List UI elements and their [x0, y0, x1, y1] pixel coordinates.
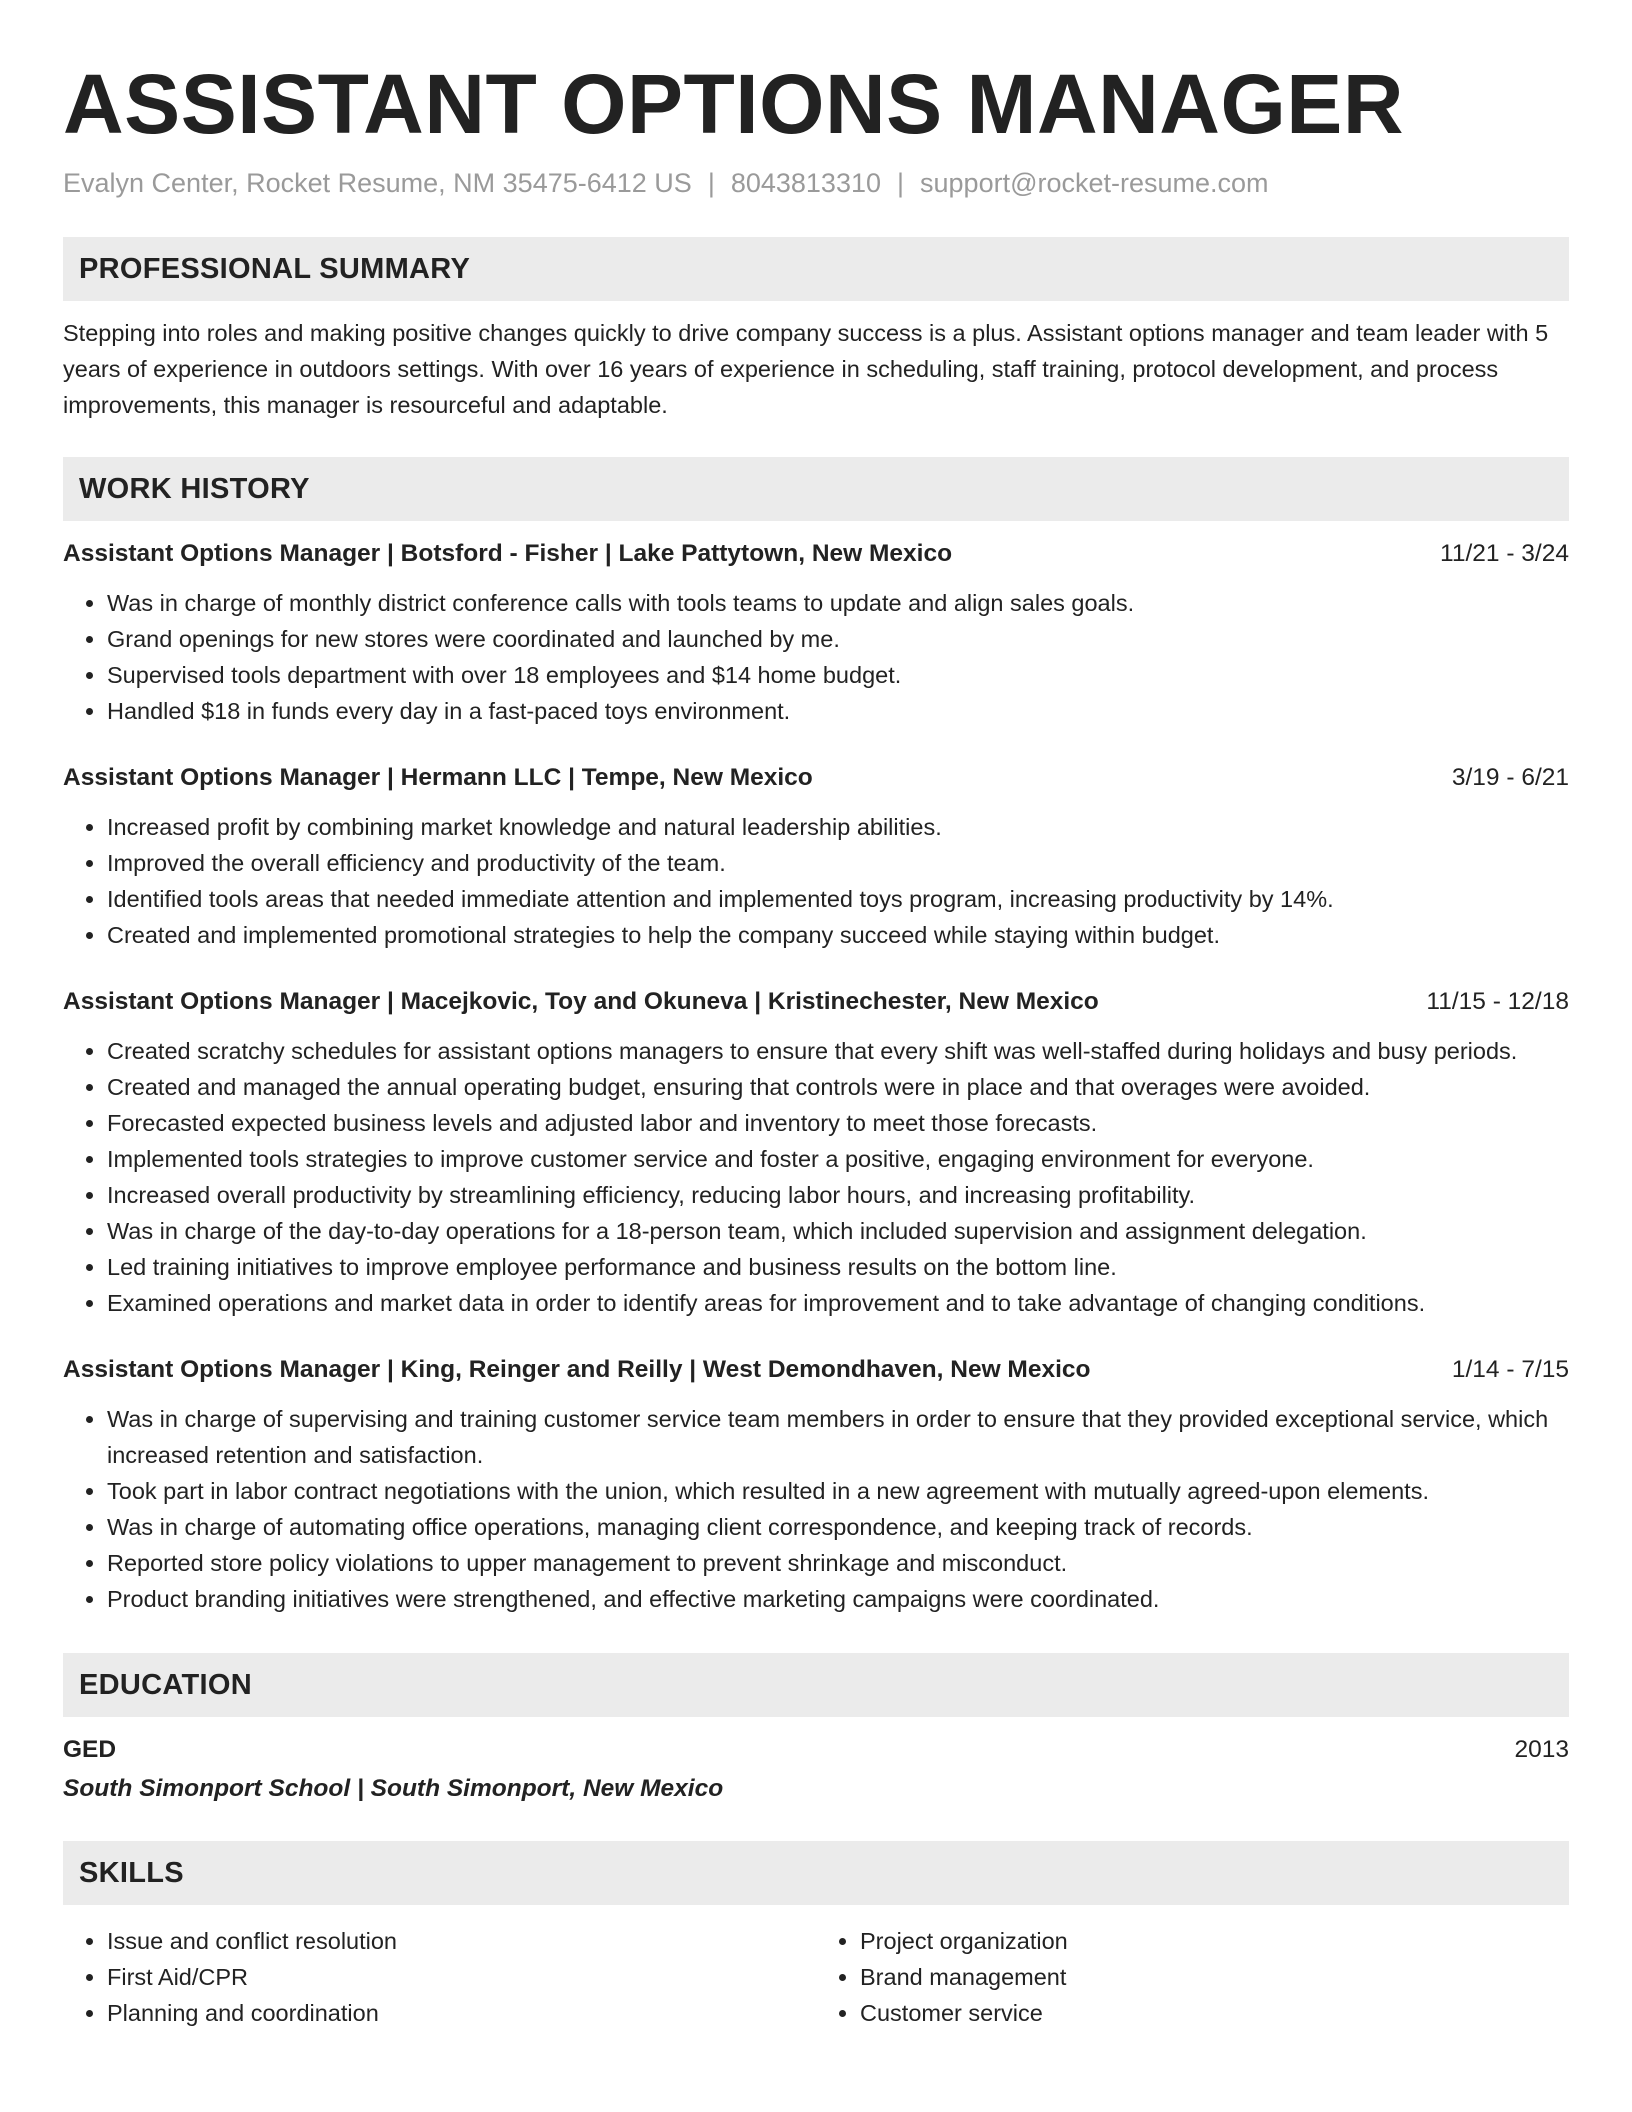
- list-item: • Examined operations and market data in order to identify areas for improvement and to take advantage of changing conditions.: [107, 1285, 1569, 1321]
- job-dates: 11/15 - 12/18: [1426, 988, 1569, 1015]
- contact-email: support@rocket-resume.com: [920, 168, 1269, 198]
- list-item: • Forecasted expected business levels and adjusted labor and inventory to meet those forecasts.: [107, 1105, 1569, 1141]
- skill-item: • Project organization: [860, 1923, 1569, 1959]
- job-title: Assistant Options Manager | King, Reinger and Reilly | West Demondhaven, New Mexico: [63, 1356, 1091, 1383]
- job-title: Assistant Options Manager | Hermann LLC | Tempe, New Mexico: [63, 764, 813, 791]
- job-dates: 3/19 - 6/21: [1451, 764, 1569, 791]
- list-item: • Reported store policy violations to upper management to prevent shrinkage and misconduct.: [107, 1545, 1569, 1581]
- job-header: [63, 761, 1569, 795]
- list-item: • Took part in labor contract negotiations with the union, which resulted in a new agreement with mutually agreed-upon elements.: [107, 1473, 1569, 1509]
- skill-item: • Planning and coordination: [107, 1995, 816, 2031]
- list-item: • Was in charge of monthly district conference calls with tools teams to update and align sales goals.: [107, 585, 1569, 621]
- contact-separator: |: [707, 168, 715, 198]
- list-item: • Increased overall productivity by streamlining efficiency, reducing labor hours, and increasing profitability.: [107, 1177, 1569, 1213]
- list-item: • Implemented tools strategies to improve customer service and foster a positive, engaging environment for everyone.: [107, 1141, 1569, 1177]
- list-item: • Was in charge of supervising and training customer service team members in order to ensure that they provided exceptional service, which increased retention and satisfaction.: [107, 1401, 1569, 1473]
- skills-list-right: [816, 1923, 1569, 2031]
- skill-item: • First Aid/CPR: [107, 1959, 816, 1995]
- job-entry: [63, 1353, 1569, 1617]
- job-entry: [63, 761, 1569, 953]
- list-item: • Was in charge of the day-to-day operations for a 18-person team, which included supervision and assignment delegation.: [107, 1213, 1569, 1249]
- section-title-education: EDUCATION: [63, 1653, 1569, 1717]
- job-header: [63, 985, 1569, 1019]
- skill-item: • Customer service: [860, 1995, 1569, 2031]
- job-entry: [63, 985, 1569, 1321]
- education-degree: GED: [63, 1736, 117, 1763]
- job-header: [63, 1353, 1569, 1387]
- skill-item: • Issue and conflict resolution: [107, 1923, 816, 1959]
- list-item: • Handled $18 in funds every day in a fast-paced toys environment.: [107, 693, 1569, 729]
- job-bullets: [63, 585, 1569, 729]
- list-item: • Improved the overall efficiency and productivity of the team.: [107, 845, 1569, 881]
- list-item: • Was in charge of automating office operations, managing client correspondence, and keeping track of records.: [107, 1509, 1569, 1545]
- job-entry: [63, 537, 1569, 729]
- skills-columns: [63, 1923, 1569, 2031]
- skills-list-left: [63, 1923, 816, 2031]
- contact-phone: 8043813310: [730, 168, 881, 198]
- section-title-work-history: WORK HISTORY: [63, 457, 1569, 521]
- list-item: • Created and implemented promotional strategies to help the company succeed while staying within budget.: [107, 917, 1569, 953]
- job-header: [63, 537, 1569, 571]
- job-bullets: [63, 1033, 1569, 1321]
- job-title: Assistant Options Manager | Botsford - Fisher | Lake Pattytown, New Mexico: [63, 540, 953, 567]
- job-title: Assistant Options Manager | Macejkovic, Toy and Okuneva | Kristinechester, New Mexico: [63, 988, 1099, 1015]
- contact-line: [63, 166, 1569, 200]
- contact-address: Evalyn Center, Rocket Resume, NM 35475-6412 US: [63, 168, 692, 198]
- list-item: • Created and managed the annual operating budget, ensuring that controls were in place and that overages were avoided.: [107, 1069, 1569, 1105]
- contact-separator: |: [897, 168, 905, 198]
- list-item: • Product branding initiatives were strengthened, and effective marketing campaigns were coordinated.: [107, 1581, 1569, 1617]
- education-school: South Simonport School | South Simonport, New Mexico: [63, 1775, 724, 1802]
- job-bullets: [63, 809, 1569, 953]
- section-title-summary: PROFESSIONAL SUMMARY: [63, 237, 1569, 301]
- list-item: • Created scratchy schedules for assistant options managers to ensure that every shift was well-staffed during holidays and busy periods.: [107, 1033, 1569, 1069]
- list-item: • Grand openings for new stores were coordinated and launched by me.: [107, 621, 1569, 657]
- job-dates: 1/14 - 7/15: [1451, 1356, 1569, 1383]
- list-item: • Increased profit by combining market knowledge and natural leadership abilities.: [107, 809, 1569, 845]
- resume-name: ASSISTANT OPTIONS MANAGER: [63, 57, 1404, 151]
- list-item: • Led training initiatives to improve employee performance and business results on the bottom line.: [107, 1249, 1569, 1285]
- education-year: 2013: [1514, 1736, 1569, 1763]
- job-dates: 11/21 - 3/24: [1440, 540, 1569, 567]
- skill-item: • Brand management: [860, 1959, 1569, 1995]
- summary-text: Stepping into roles and making positive changes quickly to drive company success is a plus. Assistant options manager and team leader with 5 years of experience in outdoors settings. With over 16 years of experience in scheduling, staff training, protocol development, and process improvements, this manager is resourceful and adaptable.: [63, 320, 1549, 418]
- list-item: • Identified tools areas that needed immediate attention and implemented toys program, increasing productivity by 14%.: [107, 881, 1569, 917]
- section-title-skills: SKILLS: [63, 1841, 1569, 1905]
- education-row: [63, 1733, 1569, 1767]
- job-bullets: [63, 1401, 1569, 1617]
- list-item: • Supervised tools department with over 18 employees and $14 home budget.: [107, 657, 1569, 693]
